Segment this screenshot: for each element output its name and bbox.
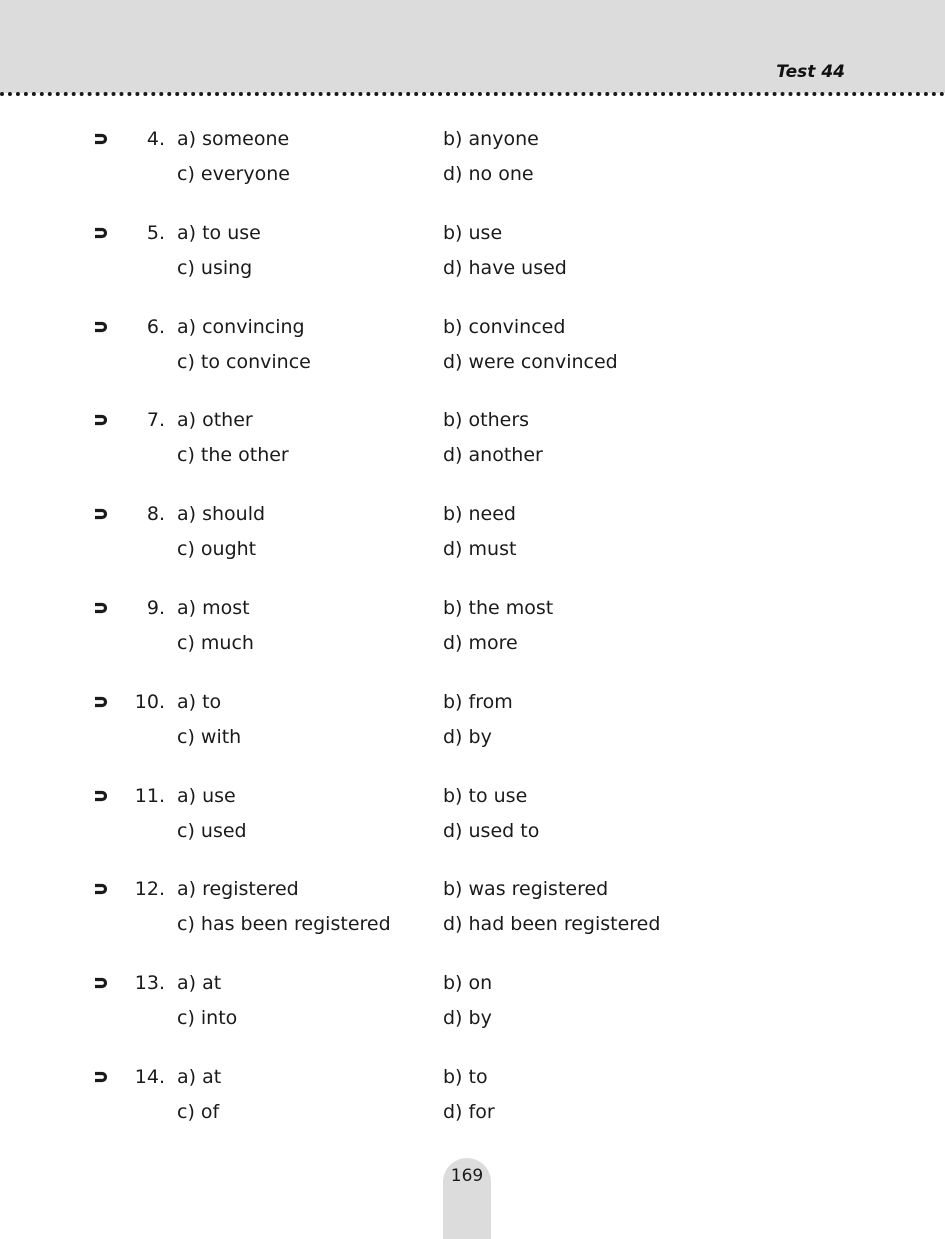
question-number: 13.: [134, 972, 165, 995]
option-c[interactable]: c) much: [177, 631, 254, 654]
question-item: [0, 1064, 945, 1158]
arrow-right-circle-icon: [92, 223, 112, 243]
option-a[interactable]: a) other: [177, 409, 253, 432]
option-b[interactable]: b) to use: [443, 784, 528, 807]
question-number: 7.: [146, 409, 165, 432]
question-item: [0, 970, 945, 1064]
option-b[interactable]: b) on: [443, 972, 493, 995]
dotted-divider: [0, 92, 945, 96]
question-number: 11.: [134, 784, 165, 807]
option-c[interactable]: c) everyone: [177, 163, 290, 185]
option-d[interactable]: d) another: [443, 444, 543, 467]
option-d[interactable]: d) more: [443, 631, 518, 654]
question-number: 6.: [146, 315, 165, 338]
option-a[interactable]: a) at: [177, 972, 222, 995]
question-item: [0, 220, 945, 314]
option-b[interactable]: b) use: [443, 221, 503, 244]
arrow-right-circle-icon: [92, 1067, 112, 1087]
header-band: [0, 0, 945, 93]
option-d[interactable]: d) for: [443, 1100, 495, 1123]
option-b[interactable]: b) the most: [443, 596, 554, 619]
option-c[interactable]: c) with: [177, 725, 242, 748]
option-d[interactable]: d) had been registered: [443, 913, 661, 936]
option-a[interactable]: a) use: [177, 784, 236, 807]
question-number: 14.: [134, 1065, 165, 1088]
question-item: [0, 501, 945, 595]
question-number: 4.: [146, 128, 165, 150]
question-item: [0, 314, 945, 408]
option-a[interactable]: a) registered: [177, 878, 299, 901]
option-c[interactable]: c) using: [177, 256, 253, 279]
question-number: 10.: [134, 690, 165, 713]
option-c[interactable]: c) of: [177, 1100, 220, 1123]
option-a[interactable]: a) most: [177, 596, 250, 619]
option-d[interactable]: d) used to: [443, 819, 540, 842]
test-title: Test 44: [776, 62, 845, 82]
page-number-tab: [443, 1158, 491, 1239]
arrow-right-circle-icon: [92, 504, 112, 524]
option-c[interactable]: c) to convince: [177, 350, 311, 373]
question-number: 12.: [134, 878, 165, 901]
option-b[interactable]: b) to: [443, 1065, 488, 1088]
option-c[interactable]: c) the other: [177, 444, 289, 467]
option-a[interactable]: a) at: [177, 1065, 222, 1088]
option-a[interactable]: a) to: [177, 690, 222, 713]
question-item: [0, 689, 945, 783]
option-a[interactable]: a) someone: [177, 128, 290, 150]
option-a[interactable]: a) convincing: [177, 315, 305, 338]
question-number: 5.: [146, 221, 165, 244]
option-c[interactable]: c) ought: [177, 538, 257, 561]
option-d[interactable]: d) have used: [443, 256, 567, 279]
arrow-right-circle-icon: [92, 973, 112, 993]
question-item: [0, 876, 945, 970]
question-item: [0, 407, 945, 501]
arrow-right-circle-icon: [92, 879, 112, 899]
option-d[interactable]: d) by: [443, 1007, 492, 1030]
arrow-right-circle-icon: [92, 598, 112, 618]
option-d[interactable]: d) by: [443, 725, 492, 748]
arrow-right-circle-icon: [92, 129, 112, 149]
arrow-right-circle-icon: [92, 317, 112, 337]
page-number: 169: [450, 1166, 484, 1186]
question-number: 8.: [146, 503, 165, 526]
option-d[interactable]: d) were convinced: [443, 350, 618, 373]
arrow-right-circle-icon: [92, 410, 112, 430]
question-list: [0, 126, 945, 1158]
option-c[interactable]: c) used: [177, 819, 247, 842]
option-b[interactable]: b) anyone: [443, 128, 539, 150]
arrow-right-circle-icon: [92, 692, 112, 712]
option-c[interactable]: c) has been registered: [177, 913, 391, 936]
question-item: [0, 126, 945, 220]
option-b[interactable]: b) convinced: [443, 315, 566, 338]
arrow-right-circle-icon: [92, 786, 112, 806]
option-a[interactable]: a) to use: [177, 221, 261, 244]
option-a[interactable]: a) should: [177, 503, 266, 526]
option-d[interactable]: d) must: [443, 538, 517, 561]
option-b[interactable]: b) need: [443, 503, 516, 526]
option-c[interactable]: c) into: [177, 1007, 238, 1030]
question-item: [0, 783, 945, 877]
question-number: 9.: [146, 596, 165, 619]
option-b[interactable]: b) from: [443, 690, 513, 713]
question-item: [0, 595, 945, 689]
option-b[interactable]: b) others: [443, 409, 530, 432]
option-d[interactable]: d) no one: [443, 163, 534, 185]
option-b[interactable]: b) was registered: [443, 878, 609, 901]
